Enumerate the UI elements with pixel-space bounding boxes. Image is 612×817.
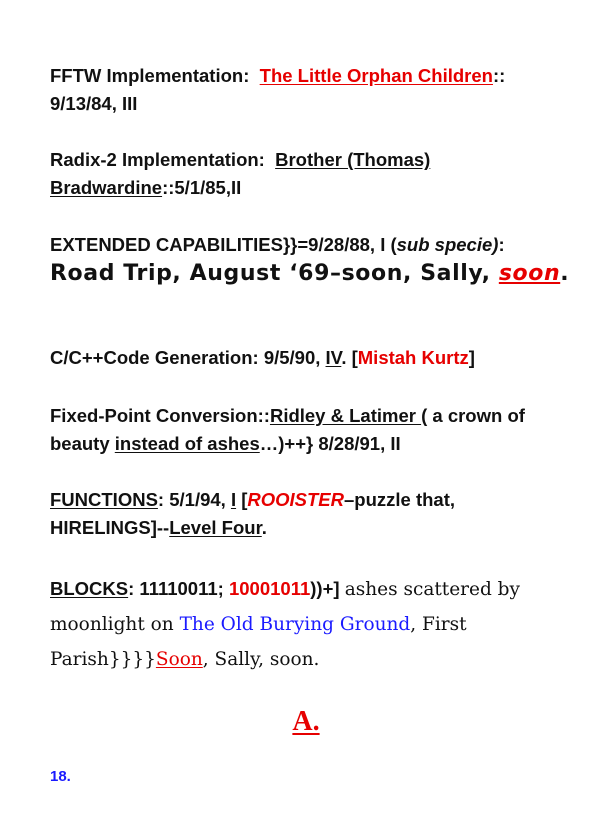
fixed-point-date: …)++} 8/28/91, II xyxy=(259,433,401,454)
blocks-link[interactable]: BLOCKS xyxy=(50,578,129,599)
paragraph-fftw xyxy=(50,62,570,118)
paragraph-fixed-point xyxy=(50,402,570,458)
extended-colon: : xyxy=(498,234,510,255)
orphan-children-link[interactable]: The Little Orphan Children xyxy=(259,65,493,86)
blocks-bits-2: 10001011 xyxy=(228,578,311,599)
functions-date: : 5/1/94, xyxy=(157,489,231,510)
paragraph-extended xyxy=(50,230,570,288)
crown-text: ( a crown of beauty xyxy=(50,405,525,454)
paragraph-codegen xyxy=(50,344,570,372)
ashes-scattered-text: ashes scattered by moonlight on xyxy=(50,579,520,635)
sub-specie: sub specie) xyxy=(396,234,499,255)
rooister-text: ROOISTER xyxy=(247,489,345,510)
road-trip-period: . xyxy=(560,261,570,286)
section-heading-a[interactable]: A. xyxy=(292,706,320,737)
radix-date: ::5/1/85,II xyxy=(162,177,242,198)
fftw-date: :: 9/13/84, III xyxy=(50,65,506,114)
blocks-bits-1: : 11110011; xyxy=(128,578,229,599)
mistah-kurtz: Mistah Kurtz xyxy=(357,347,469,368)
hirelings-text: –puzzle that, HIRELINGS]-- xyxy=(50,489,456,538)
paragraph-blocks xyxy=(50,572,570,677)
road-trip-text: Road Trip, August ‘69–soon, Sally, xyxy=(50,261,499,286)
codegen-label: C/C++Code Generation: 9/5/90, xyxy=(50,347,326,368)
paragraph-functions xyxy=(50,486,570,542)
bradwardine-link[interactable]: Brother (Thomas) Bradwardine xyxy=(50,149,431,198)
extended-label: EXTENDED CAPABILITIES}}=9/28/88, I ( xyxy=(50,234,397,255)
fixed-point-label: Fixed-Point Conversion:: xyxy=(50,405,270,426)
functions-end: . xyxy=(261,517,267,538)
fftw-label: FFTW Implementation: xyxy=(50,65,260,86)
functions-bracket: [ xyxy=(236,489,248,510)
blocks-bits-3: ))+] xyxy=(310,578,345,599)
level-four-link[interactable]: Level Four xyxy=(169,517,262,538)
page-number: 18. xyxy=(50,768,71,785)
functions-link[interactable]: FUNCTIONS xyxy=(50,489,158,510)
codegen-bracket: . [ xyxy=(341,347,358,368)
instead-of-ashes-link[interactable]: instead of ashes xyxy=(114,433,260,454)
numeral-iv-link[interactable]: IV xyxy=(325,347,342,368)
numeral-i-link[interactable]: I xyxy=(230,489,237,510)
radix-label: Radix-2 Implementation: xyxy=(50,149,276,170)
sally-soon-text: , Sally, soon. xyxy=(202,649,320,670)
soon-capital-link[interactable]: Soon xyxy=(155,649,203,670)
codegen-end: ] xyxy=(468,347,475,368)
paragraph-radix xyxy=(50,146,570,202)
soon-link[interactable]: soon xyxy=(498,261,561,286)
ridley-latimer-link[interactable]: Ridley & Latimer xyxy=(269,405,422,426)
burying-ground-text: The Old Burying Ground xyxy=(179,614,411,635)
first-parish-text: , First Parish}}}} xyxy=(50,614,467,670)
